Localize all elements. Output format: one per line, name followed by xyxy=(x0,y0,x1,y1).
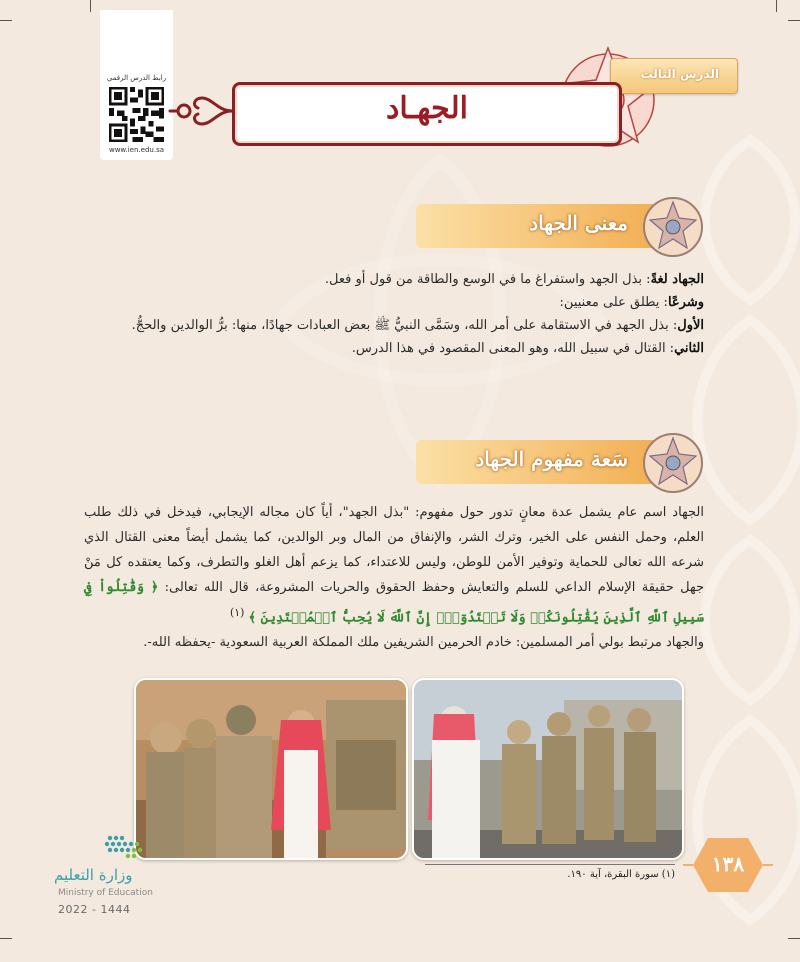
section-heading-scope: سَعة مفهوم الجهاد xyxy=(475,447,628,471)
qr-caption: رابط الدرس الرقمي xyxy=(106,74,167,82)
ministry-name-english: Ministry of Education xyxy=(58,888,153,898)
crop-mark xyxy=(0,20,12,21)
footnote-reference: (١) xyxy=(230,606,245,619)
medallion-icon xyxy=(642,196,704,258)
definition-line: الثاني: القتال في سبيل الله، وهو المعنى المقصود في هذا الدرس. xyxy=(351,341,704,356)
footnote-divider xyxy=(425,864,675,865)
edition-year: 2022 - 1444 xyxy=(58,903,131,916)
photo-illustration xyxy=(414,680,682,858)
definition-line: الجهاد لغةً: بذل الجهد واستفراغ ما في الوسع والطاقة من قول أو فعل. xyxy=(324,272,704,287)
crop-mark xyxy=(788,20,800,21)
ministry-logo-icon xyxy=(100,830,190,870)
page-number: ١٣٨ xyxy=(711,852,745,876)
ministry-name-arabic: وزارة التعليم xyxy=(54,866,133,884)
photo-officials-inspecting-troops xyxy=(412,678,684,860)
section-scope-text xyxy=(84,500,704,655)
digital-lesson-qr-block[interactable] xyxy=(100,10,173,160)
section-meaning-text xyxy=(104,268,704,360)
lesson-number-tag xyxy=(610,58,738,94)
crop-mark xyxy=(90,0,91,12)
crop-mark xyxy=(0,938,12,939)
section-heading-meaning: معنى الجهاد xyxy=(529,211,628,235)
closing-sentence: والجهاد مرتبط بولي أمر المسلمين: خادم الحرمين الشريفين ملك المملكة العربية السعودية -يحفظه الله-. xyxy=(143,635,704,651)
scope-paragraph: الجهاد اسم عام يشمل عدة معانٍ تدور حول مفهوم: "بذل الجهد"، أياً كان مجاله الإيجابي، فيدخل في ذلك طلب العلم، وحمل النفس على الخير، وترك الشر، والإنفاق من المال وبر الوالدين، كما يشمل أيضاً معنى القتال الذي شرعه الله تعالى للحماية وتوفير الأمن للوطن، وليس للاعتداء، كما يزعم أهل الغلو والتطرف، وكما يعتقده كل مَنْ جهل حقيقة الإسلام الداعي للسلم والتعايش وحفظ الحقوق والحريات المشروعة، قال الله تعالى: xyxy=(84,505,704,595)
crop-mark xyxy=(776,0,777,12)
medallion-icon xyxy=(642,432,704,494)
quran-verse: ﴿ وَقَٰتِلُواْ فِي سَبِيلِ ٱللَّهِ ٱلَّذِينَ يُقَٰتِلُونَكُمۡ وَلَا تَعۡتَدُوٓاْۚ إِنَّ ٱللَّهَ لَا يُحِبُّ ٱلۡمُعۡتَدِينَ ﴾ xyxy=(84,580,704,626)
lesson-number-label: الدرس الثالث xyxy=(640,67,719,81)
scroll-ornament-icon xyxy=(168,88,234,134)
definition-line: وشرعًا: يطلق على معنيين: xyxy=(559,295,704,310)
definition-line: الأول: بذل الجهد في الاستقامة على أمر الله، وسَمَّى النبيُّ ﷺ بعض العبادات جهادًا، منها: برُّ الوالدين والحجُّ. xyxy=(131,318,704,333)
footnote-text: (١) سورة البقرة، آية ١٩٠. xyxy=(567,869,675,880)
lesson-title: الجهـاد xyxy=(386,91,468,126)
qr-url[interactable]: www.ien.edu.sa xyxy=(108,146,165,154)
qr-code-icon[interactable] xyxy=(109,87,164,142)
lesson-title-frame xyxy=(232,82,622,146)
